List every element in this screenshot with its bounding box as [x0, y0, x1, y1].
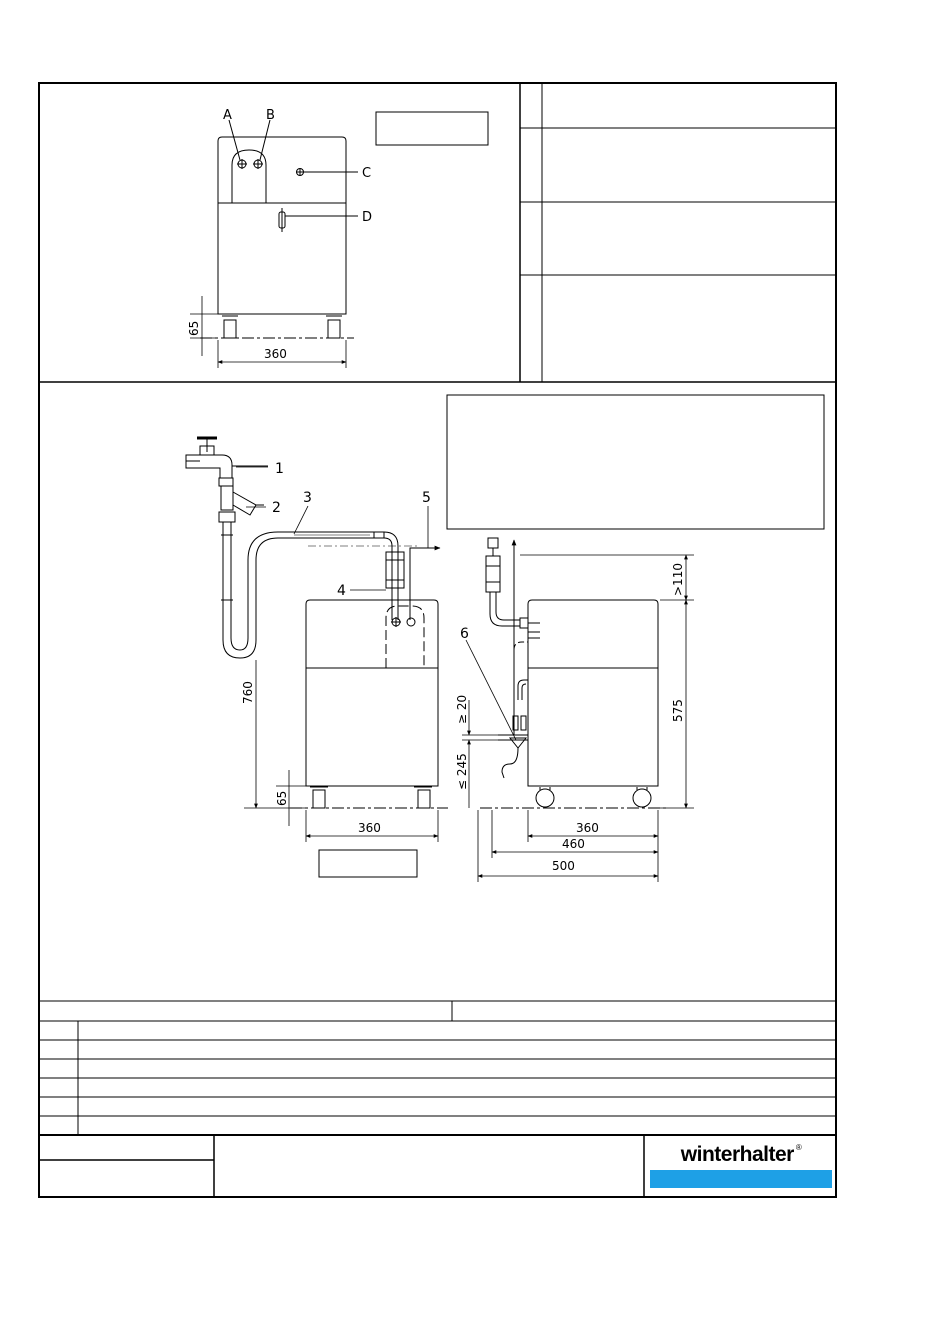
dim-575: 575: [671, 699, 685, 722]
winterhalter-logo: [650, 1143, 832, 1169]
machine-front-dims: [244, 660, 438, 842]
part-4: 4: [337, 583, 346, 599]
install-dim-texts: [241, 563, 685, 873]
label-c: C: [362, 166, 372, 181]
dim-min-20: ≥ 20: [455, 694, 469, 724]
title-block: [39, 1135, 644, 1197]
revision-table: [39, 1001, 836, 1135]
dim-max-245: ≤ 245: [455, 753, 469, 790]
dim-460: 460: [562, 837, 585, 851]
dim-360-side: 360: [576, 821, 599, 835]
tap-assembly: [186, 438, 440, 658]
brand-bar: [650, 1170, 832, 1188]
dim-65-bottom: 65: [275, 790, 289, 806]
dim-360-top: 360: [264, 347, 287, 361]
part-3: 3: [303, 490, 312, 506]
front-view-machine: [200, 120, 358, 338]
dim-760: 760: [241, 681, 255, 704]
dim-500: 500: [552, 859, 575, 873]
part-1: 1: [275, 461, 284, 477]
label-d: D: [362, 210, 373, 225]
dim-65-top: 65: [187, 320, 201, 336]
machine-side-install: [480, 538, 668, 808]
part-2: 2: [272, 500, 281, 516]
dim-clear-top: >110: [671, 563, 685, 596]
part-5: 5: [422, 490, 431, 506]
install-labels: [272, 461, 469, 642]
label-b: B: [266, 108, 275, 123]
front-view-labels: [187, 108, 372, 361]
machine-front-install: [290, 600, 448, 808]
brand-name: winterhalter: [680, 1143, 794, 1166]
label-a: A: [223, 108, 232, 123]
dim-360-front: 360: [358, 821, 381, 835]
registered-mark: ®: [795, 1143, 802, 1152]
part-6: 6: [460, 626, 469, 642]
